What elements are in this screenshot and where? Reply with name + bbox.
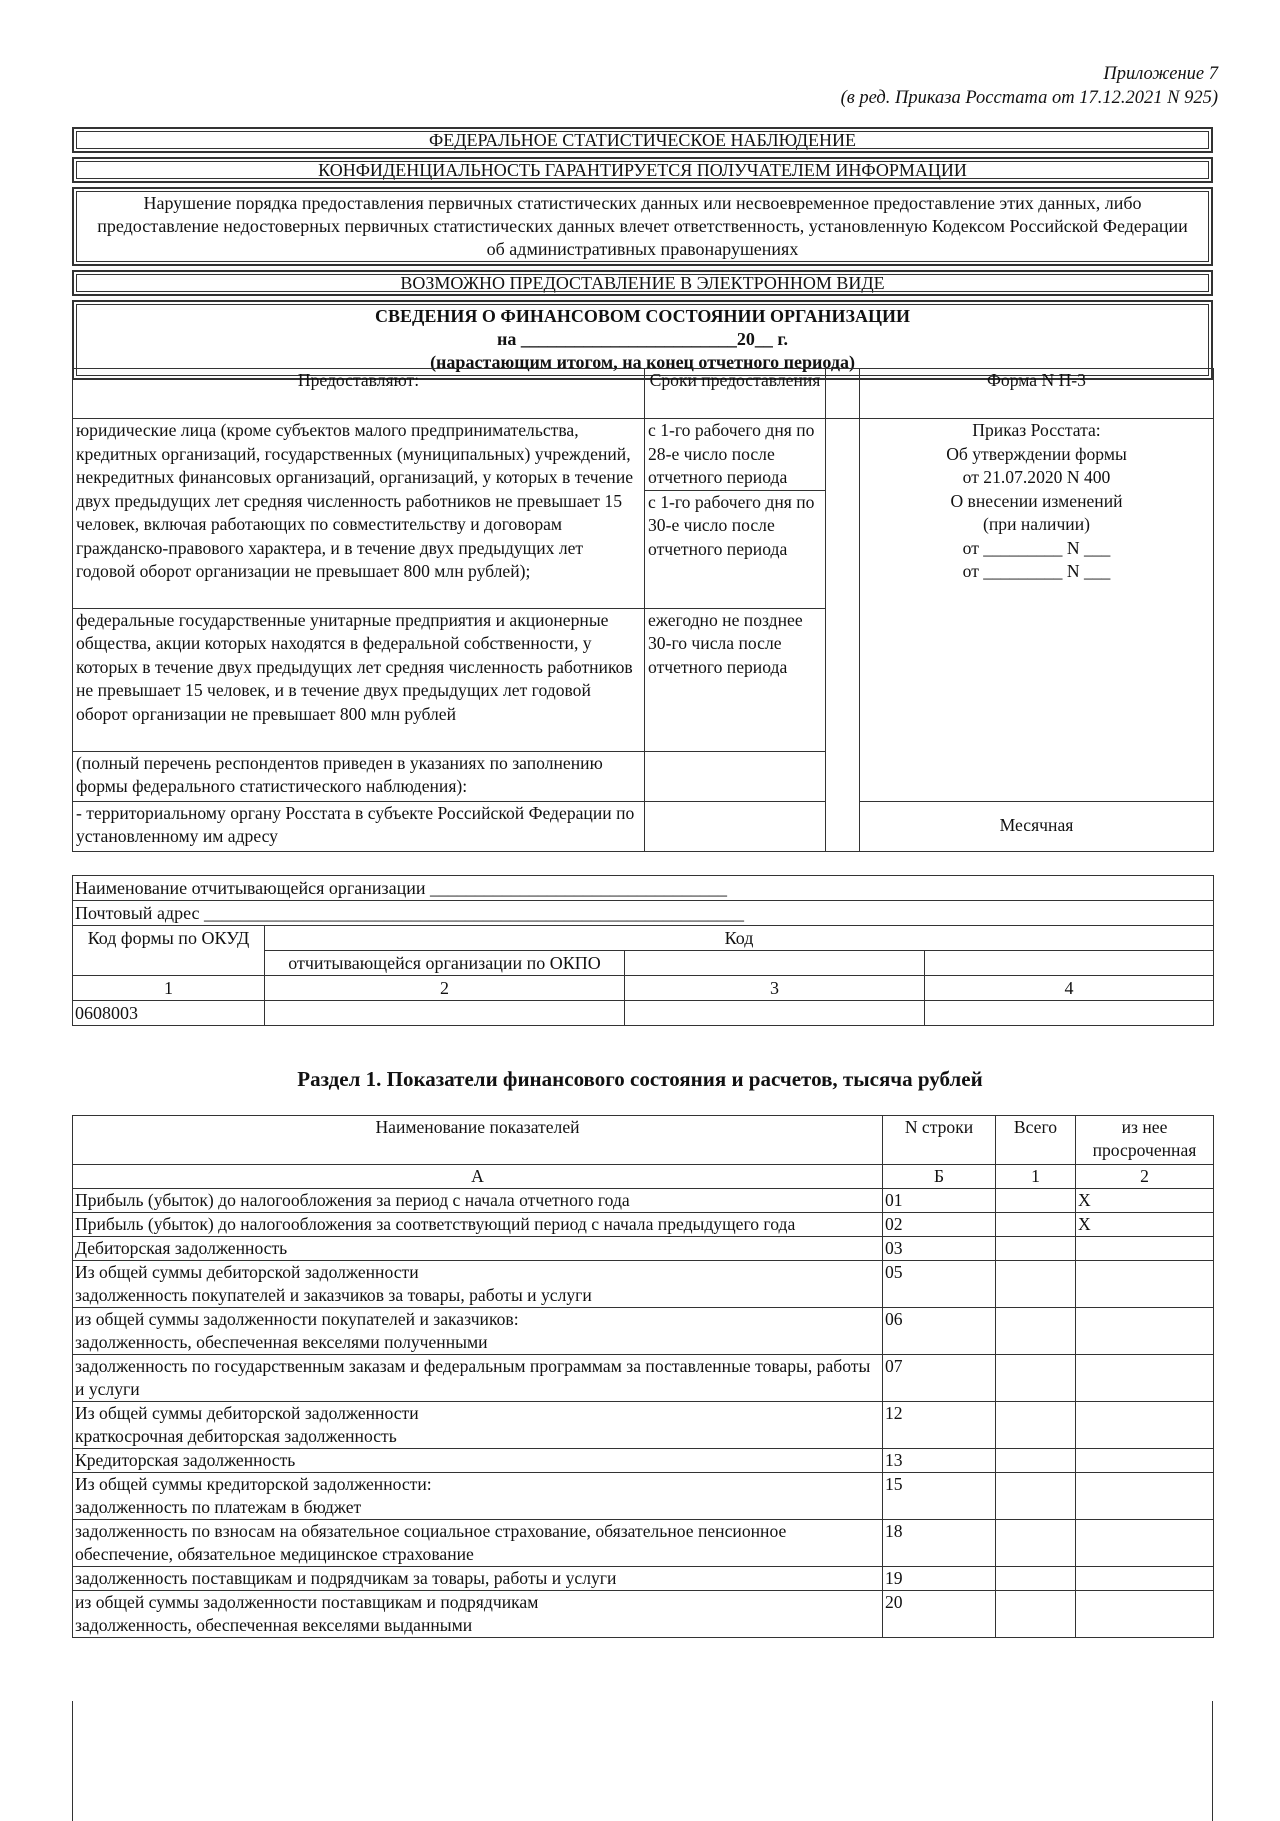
total-value-field[interactable] [996, 1213, 1076, 1237]
submit-to-territorial-body: - территориальному органу Росстата в субъекте Российской Федерации по установленному им адресу [73, 801, 645, 851]
form-name: Форма N П-3 [860, 369, 1214, 419]
total-value-field[interactable] [996, 1473, 1076, 1520]
indicator-name: Из общей суммы дебиторской задолженности задолженность покупателей и заказчиков за товары, работы и услуги [73, 1261, 883, 1308]
line-number: 15 [883, 1473, 996, 1520]
periodicity: Месячная [860, 801, 1214, 851]
indicator-name: из общей суммы задолженности поставщикам и подрядчикам задолженность, обеспеченная векселями выданными [73, 1591, 883, 1638]
confidentiality-box: КОНФИДЕНЦИАЛЬНОСТЬ ГАРАНТИРУЕТСЯ ПОЛУЧАТЕЛЕМ ИНФОРМАЦИИ [72, 157, 1213, 183]
table-row [73, 1237, 1214, 1261]
header-name: Наименование показателей [73, 1116, 883, 1165]
org-name-field[interactable]: Наименование отчитывающейся организации _________________________________ [73, 876, 1214, 901]
total-value-field[interactable] [996, 1189, 1076, 1213]
total-value-field[interactable] [996, 1308, 1076, 1355]
indicator-name: Прибыль (убыток) до налогообложения за период с начала отчетного года [73, 1189, 883, 1213]
violation-notice-box: Нарушение порядка предоставления первичных статистических данных или несвоевременное предоставление этих данных, либо предоставление недостоверных первичных статистических данных влечет ответственность, установленную Кодексом Российской Федерации об административных правонарушениях [72, 187, 1213, 266]
table-row [73, 1567, 1214, 1591]
empty-cell [625, 951, 925, 976]
indicator-name: Из общей суммы дебиторской задолженности краткосрочная дебиторская задолженность [73, 1402, 883, 1449]
col-num-3: 3 [625, 976, 925, 1001]
table-row [73, 1473, 1214, 1520]
spacer-cell [826, 419, 860, 852]
approval-order [860, 419, 1214, 802]
appendix-number: Приложение 7 [1103, 64, 1218, 84]
okpo-label: отчитывающейся организации по ОКПО [265, 951, 625, 976]
appendix-note [841, 62, 1218, 110]
overdue-value-field[interactable] [1076, 1449, 1214, 1473]
col-num-4: 4 [925, 976, 1214, 1001]
line-number: 03 [883, 1237, 996, 1261]
code-field-3[interactable] [625, 1001, 925, 1026]
total-value-field[interactable] [996, 1261, 1076, 1308]
table-row [73, 1213, 1214, 1237]
line-number: 12 [883, 1402, 996, 1449]
overdue-value-field[interactable] [1076, 1237, 1214, 1261]
term-28th: с 1-го рабочего дня по 28-е число после отчетного периода [645, 419, 826, 491]
line-number: 01 [883, 1189, 996, 1213]
table-row [73, 1355, 1214, 1402]
order-line: (при наличии) [983, 514, 1090, 534]
organization-table [72, 875, 1214, 1026]
indicator-name: Дебиторская задолженность [73, 1237, 883, 1261]
table-row [73, 1591, 1214, 1638]
overdue-value-field[interactable] [1076, 1473, 1214, 1520]
spacer-cell [826, 369, 860, 419]
okud-label: Код формы по ОКУД [73, 926, 265, 976]
overdue-value-field[interactable] [1076, 1402, 1214, 1449]
table-row [73, 1449, 1214, 1473]
code-field-4[interactable] [925, 1001, 1214, 1026]
form-cumulative-note: (нарастающим итогом, на конец отчетного периода) [430, 352, 855, 372]
form-title: СВЕДЕНИЯ О ФИНАНСОВОМ СОСТОЯНИИ ОРГАНИЗАЦИИ [375, 306, 910, 326]
indicator-name: Прибыль (убыток) до налогообложения за соответствующий период с начала предыдущего года [73, 1213, 883, 1237]
line-number: 13 [883, 1449, 996, 1473]
overdue-value-field[interactable] [1076, 1308, 1214, 1355]
total-value-field[interactable] [996, 1449, 1076, 1473]
order-line: от _________ N ___ [962, 537, 1111, 558]
order-line: Об утверждении формы [946, 443, 1127, 464]
header-boxes [72, 127, 1213, 384]
line-number: 20 [883, 1591, 996, 1638]
empty-cell [925, 951, 1214, 976]
table-row [73, 1261, 1214, 1308]
total-value-field[interactable] [996, 1402, 1076, 1449]
table-row [73, 1189, 1214, 1213]
term-30th: с 1-го рабочего дня по 30-е число после отчетного периода [645, 490, 826, 608]
line-number: 05 [883, 1261, 996, 1308]
col-num-2: 2 [265, 976, 625, 1001]
header-line-number: N строки [883, 1116, 996, 1165]
federal-observation-box: ФЕДЕРАЛЬНОЕ СТАТИСТИЧЕСКОЕ НАБЛЮДЕНИЕ [72, 127, 1213, 153]
respondents-table [72, 368, 1214, 852]
provide-header: Предоставляют: [73, 369, 645, 419]
col-num-1: 1 [73, 976, 265, 1001]
indicator-name: Кредиторская задолженность [73, 1449, 883, 1473]
table-continuation [72, 1701, 1213, 1821]
letter-a: А [73, 1165, 883, 1189]
total-value-field[interactable] [996, 1591, 1076, 1638]
overdue-value-field[interactable] [1076, 1261, 1214, 1308]
order-line: О внесении изменений [950, 490, 1123, 511]
indicators-table [72, 1115, 1214, 1638]
line-number: 19 [883, 1567, 996, 1591]
postal-address-field[interactable]: Почтовый адрес ____________________________________________________________ [73, 901, 1214, 926]
order-line: от _________ N ___ [962, 561, 1111, 581]
line-number: 18 [883, 1520, 996, 1567]
header-total: Всего [996, 1116, 1076, 1165]
indicator-name: задолженность поставщикам и подрядчикам за товары, работы и услуги [73, 1567, 883, 1591]
overdue-value-field[interactable] [1076, 1355, 1214, 1402]
indicator-name: Из общей суммы кредиторской задолженности: задолженность по платежам в бюджет [73, 1473, 883, 1520]
table-row [73, 1308, 1214, 1355]
table-row [73, 1402, 1214, 1449]
letter-b: Б [883, 1165, 996, 1189]
overdue-value-field[interactable] [1076, 1591, 1214, 1638]
total-value-field[interactable] [996, 1355, 1076, 1402]
appendix-edition: (в ред. Приказа Росстата от 17.12.2021 N 925) [840, 88, 1218, 108]
code-label: Код [265, 926, 1214, 951]
respondent-federal-enterprises: федеральные государственные унитарные предприятия и акционерные общества, акции которых находятся в федеральной собственности, у которых в течение двух предыдущих лет средняя численность работников не превышает 15 человек, и в течение двух предыдущих лет годовой оборот организации не превышает 800 млн рублей [73, 608, 645, 751]
respondent-legal-entities: юридические лица (кроме субъектов малого предпринимательства, кредитных организаций, государственных (муниципальных) учреждений, некредитных финансовых организаций, организаций, у которых в течение двух предыдущих лет средняя численность работников не превышает 15 человек, включая работающих по совместительству и договорам гражданско-правового характера, и в течение двух предыдущих лет годовой оборот организации не превышает 800 млн рублей); [73, 419, 645, 609]
line-number: 07 [883, 1355, 996, 1402]
line-number: 02 [883, 1213, 996, 1237]
empty-cell [645, 801, 826, 851]
order-line: Приказ Росстата: [972, 420, 1101, 440]
indicator-name: задолженность по государственным заказам и федеральным программам за поставленные товары, работы и услуги [73, 1355, 883, 1402]
order-line: от 21.07.2020 N 400 [962, 467, 1111, 487]
okud-code: 0608003 [73, 1001, 265, 1026]
overdue-value-field[interactable] [1076, 1567, 1214, 1591]
total-value-field[interactable] [996, 1567, 1076, 1591]
section-title: Раздел 1. Показатели финансового состояния и расчетов, тысяча рублей [297, 1067, 983, 1091]
electronic-submission-box: ВОЗМОЖНО ПРЕДОСТАВЛЕНИЕ В ЭЛЕКТРОННОМ ВИДЕ [72, 270, 1213, 296]
letter-2: 2 [1076, 1165, 1214, 1189]
table-row [73, 1520, 1214, 1567]
letter-1: 1 [996, 1165, 1076, 1189]
term-annual: ежегодно не позднее 30-го числа после отчетного периода [645, 608, 826, 751]
overdue-value-field[interactable]: X [1076, 1189, 1214, 1213]
indicator-name: из общей суммы задолженности покупателей и заказчиков: задолженность, обеспеченная векселями полученными [73, 1308, 883, 1355]
header-overdue: из нее просроченная [1076, 1116, 1214, 1165]
indicator-name: задолженность по взносам на обязательное социальное страхование, обязательное пенсионное обеспечение, обязательное медицинское страхование [73, 1520, 883, 1567]
total-value-field[interactable] [996, 1520, 1076, 1567]
empty-cell [645, 751, 826, 801]
okpo-code-field[interactable] [265, 1001, 625, 1026]
overdue-value-field[interactable]: X [1076, 1213, 1214, 1237]
terms-header: Сроки предоставления [645, 369, 826, 419]
overdue-value-field[interactable] [1076, 1520, 1214, 1567]
form-date-line: на ________________________20__ г. [496, 329, 788, 349]
total-value-field[interactable] [996, 1237, 1076, 1261]
line-number: 06 [883, 1308, 996, 1355]
respondent-full-list-note: (полный перечень респондентов приведен в указаниях по заполнению формы федерального статистического наблюдения): [73, 751, 645, 801]
